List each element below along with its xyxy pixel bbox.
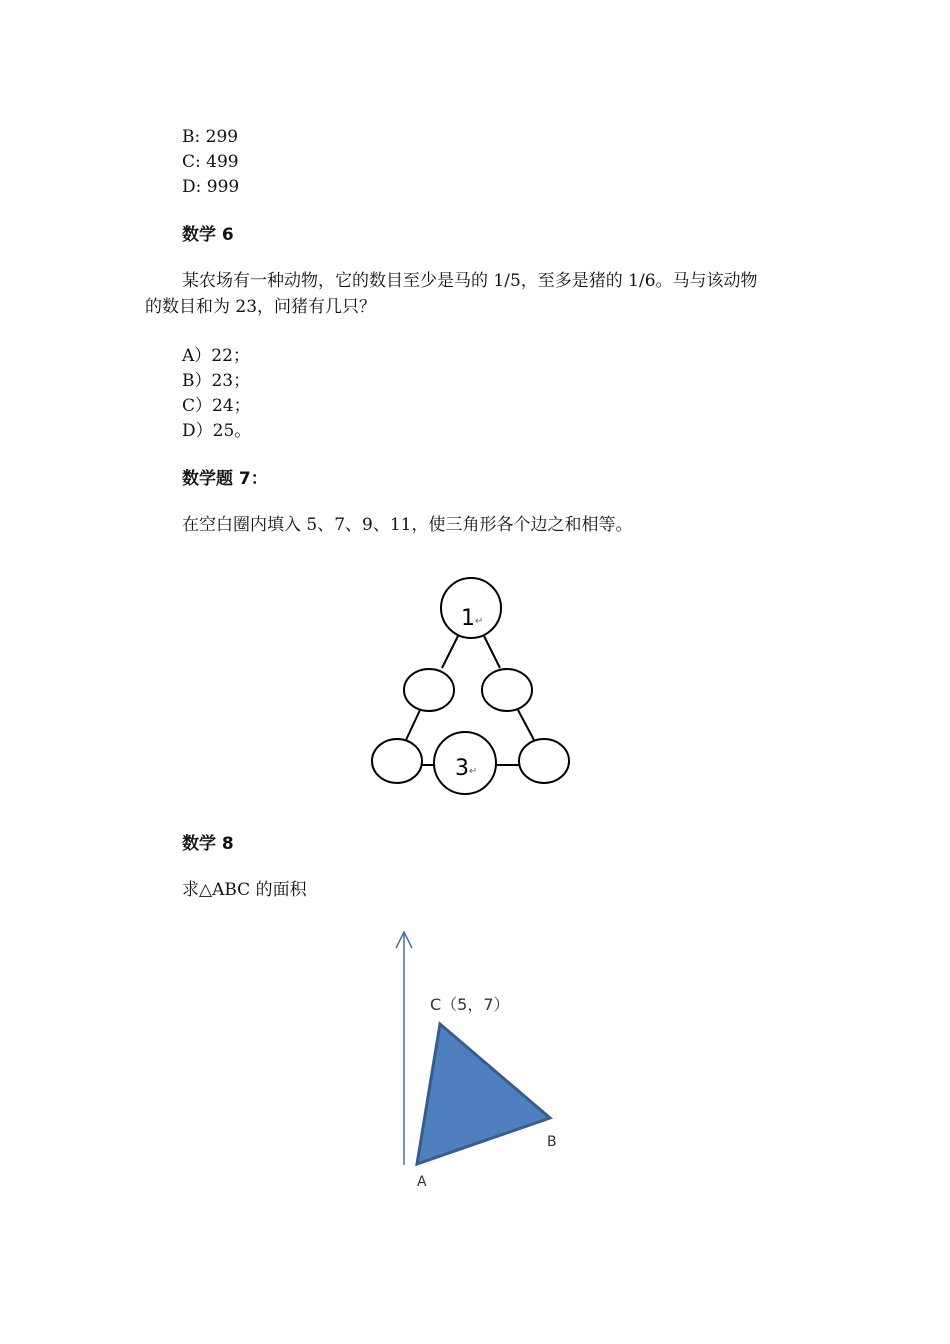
option-b: B）23； [182,371,251,391]
question-7-text: 在空白圈内填入 5、7、9、11，使三角形各个边之和相等。 [182,515,633,535]
question-8-text: 求△ABC 的面积 [182,880,307,900]
triangle-abc-figure [380,920,580,1200]
edge-top-right [484,636,500,668]
circle-mid-left[interactable] [404,669,454,711]
edge-mid-left [406,710,420,740]
circle-triangle-diagram [360,570,580,800]
label-b: B [547,1134,557,1150]
option-a: A）22； [182,346,250,366]
triangle-abc [417,1024,550,1164]
circle-bottom-left[interactable] [372,739,422,783]
circle-top-label: 1 [461,606,475,631]
question-6-heading: 数学 6 [182,225,234,245]
circle-mid-right[interactable] [482,669,532,711]
question-7-heading: 数学题 7： [182,469,268,489]
edge-mid-right [518,710,534,740]
label-c: C（5，7） [430,995,510,1014]
question-6-text-line1: 某农场有一种动物，它的数目至少是马的 1/5，至多是猪的 1/6。马与该动物 [182,271,758,291]
label-a: A [417,1174,427,1190]
option-c: C）24； [182,396,251,416]
circle-bottom-right[interactable] [519,739,569,783]
question-6-text-line2: 的数目和为 23，问猪有几只？ [145,297,377,317]
edge-top-left [442,636,458,668]
option-b: B: 299 [182,127,239,147]
option-d: D）25。 [182,421,252,441]
circle-bottom-label: 3 [455,756,469,781]
option-c: C: 499 [182,152,239,172]
return-mark-icon: ↵ [475,616,484,627]
option-d: D: 999 [182,177,240,197]
return-mark-icon: ↵ [469,766,478,777]
question-8-heading: 数学 8 [182,834,234,854]
